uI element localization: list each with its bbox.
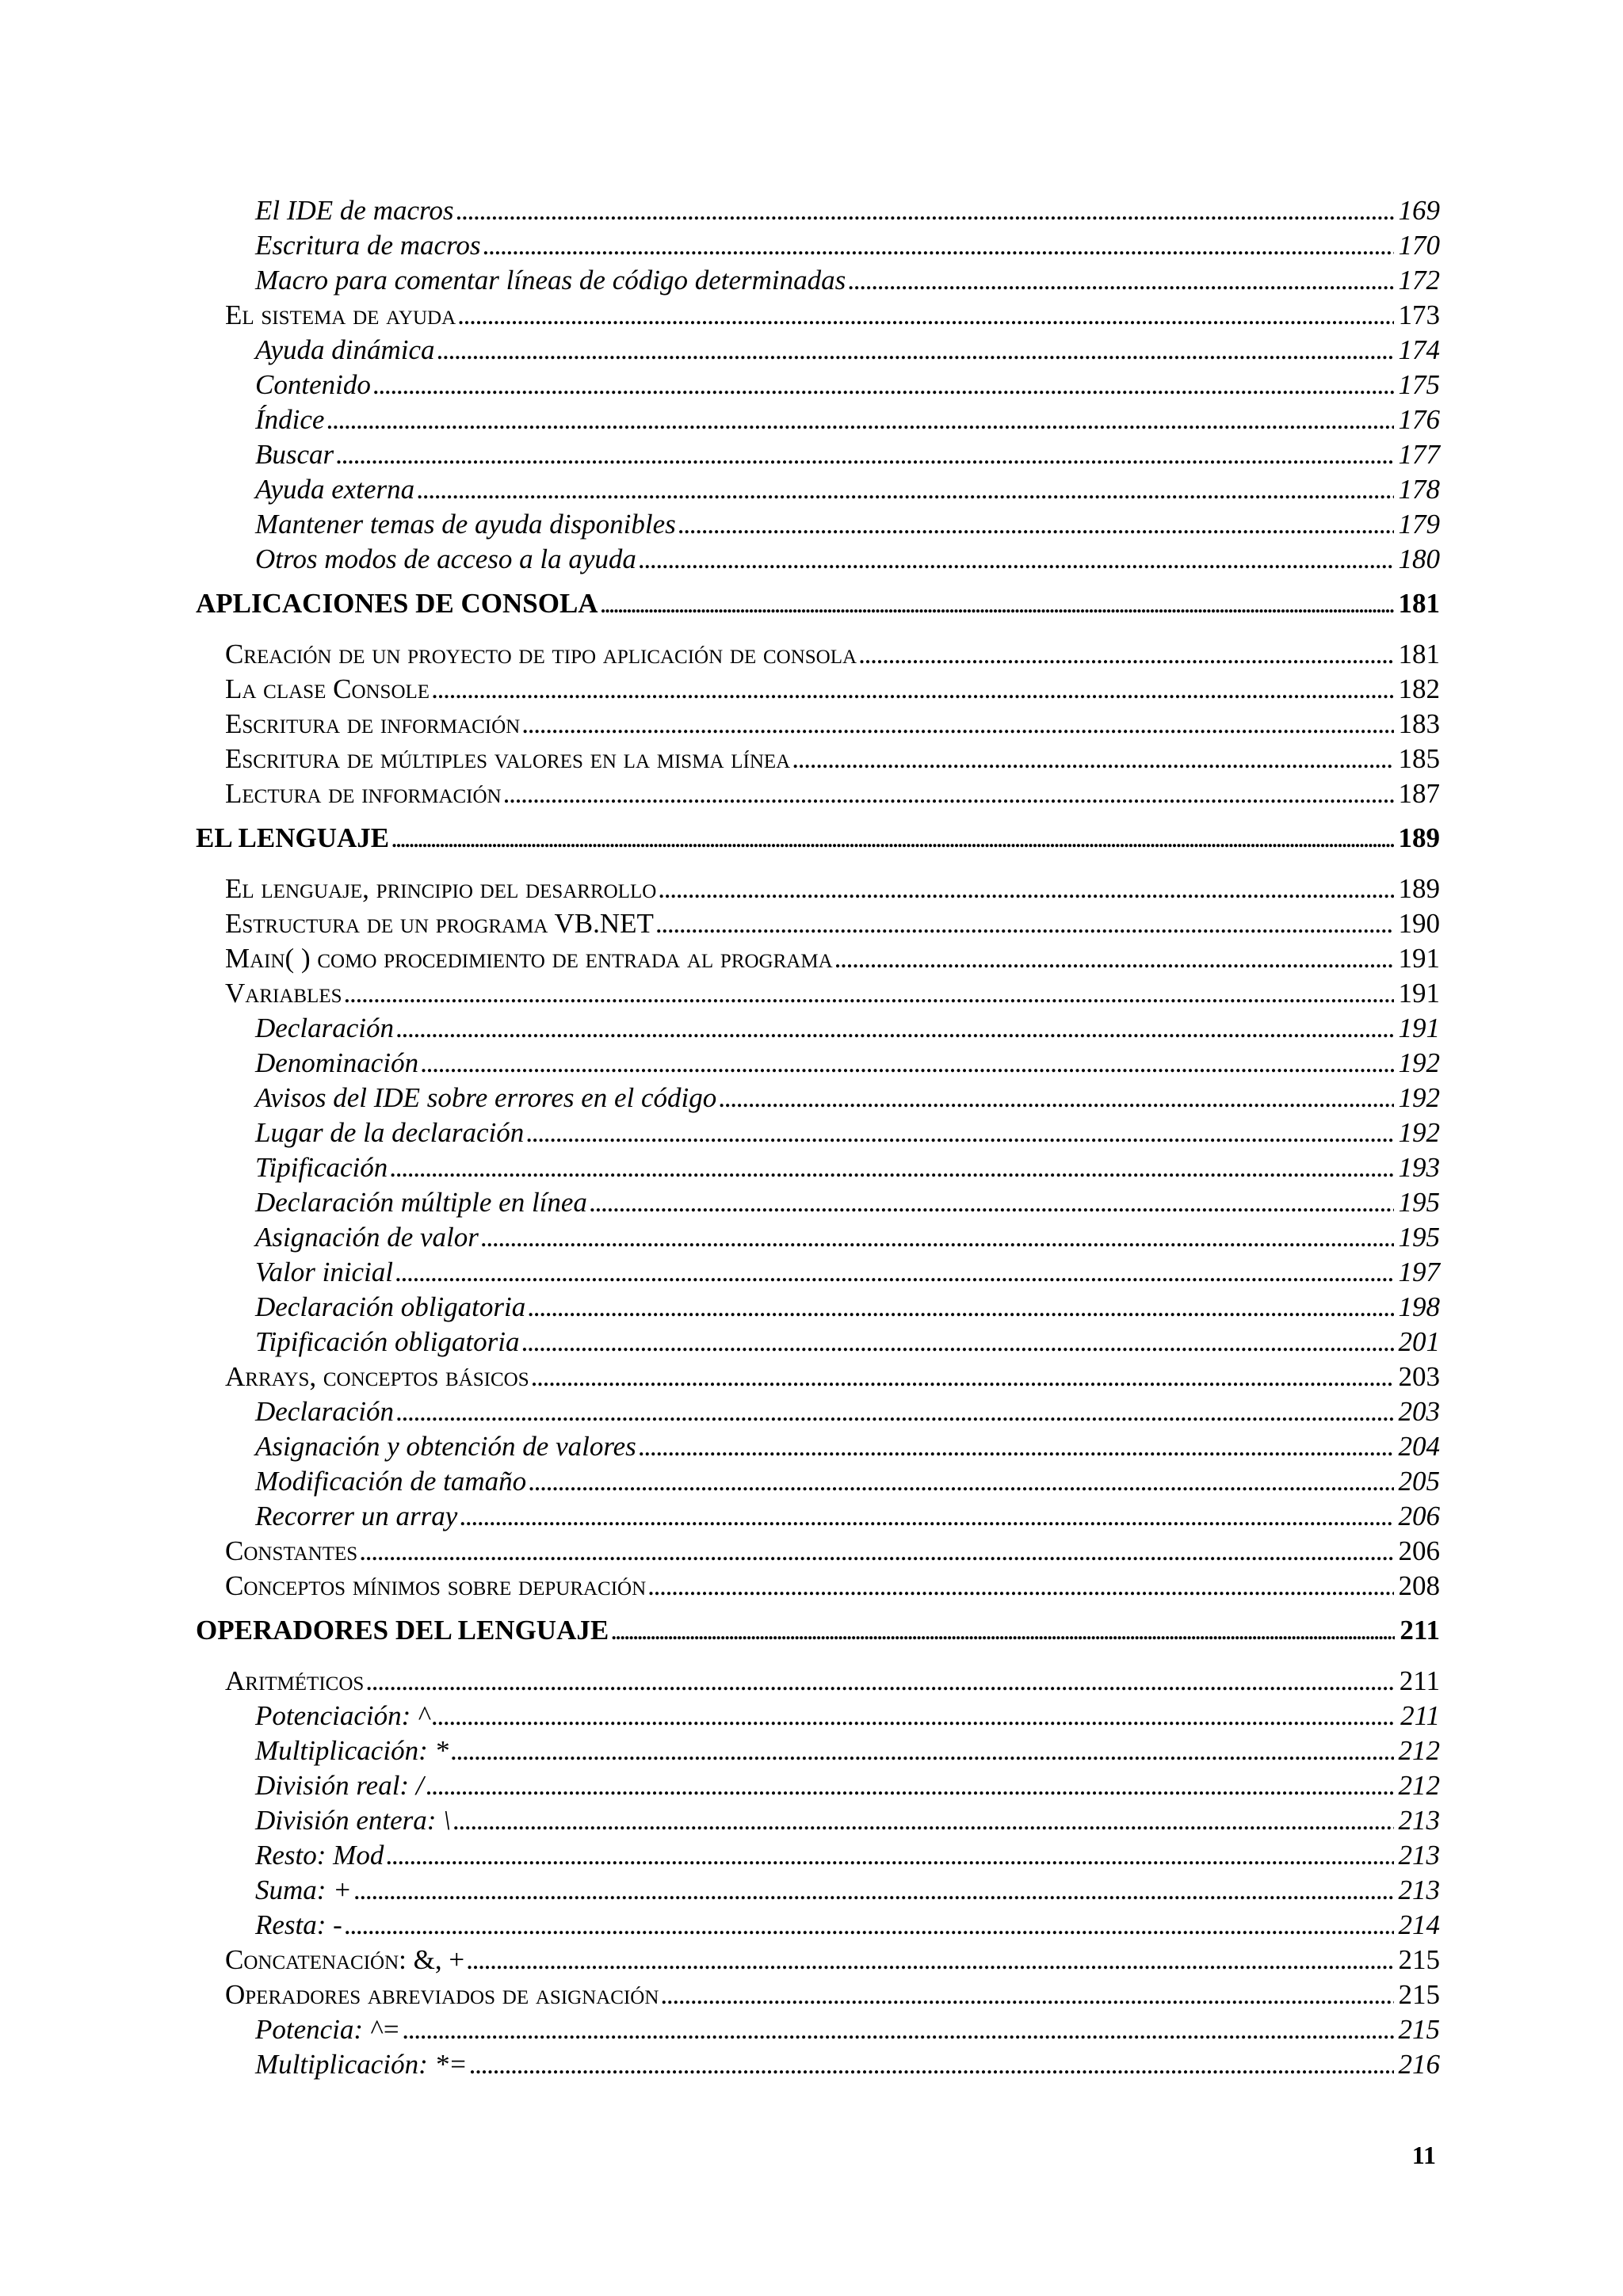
dot-leader [655,906,1394,941]
toc-entry-title: Ayuda dinámica [255,334,435,365]
toc-entry-page: 181 [1398,639,1440,669]
toc-entry-page: 211 [1399,1665,1440,1696]
table-of-contents [196,193,1440,2082]
dot-leader [678,507,1394,542]
toc-entry-title: Declaración múltiple en línea [255,1187,587,1218]
toc-entry-page: 169 [1398,195,1440,226]
toc-entry-page: 173 [1398,299,1440,330]
dot-leader [372,368,1394,402]
toc-section-entry [196,776,1440,811]
toc-entry-title: Main( ) como procedimiento de entrada al programa [225,943,833,974]
dot-leader [525,1116,1393,1150]
dot-leader [391,821,1393,856]
toc-subsection-entry [196,193,1440,228]
toc-subsection-entry [196,1429,1440,1464]
dot-leader [610,1613,1395,1648]
toc-entry-title: Buscar [255,439,334,470]
dot-leader [344,976,1394,1011]
toc-entry-page: 215 [1398,1979,1440,2010]
toc-chapter-entry [196,1613,1440,1650]
toc-entry-page: 175 [1398,369,1440,400]
toc-entry-page: 185 [1398,743,1440,774]
toc-section-entry [196,742,1440,776]
toc-entry-title: Recorrer un array [255,1501,458,1531]
toc-entry-title: Estructura de un programa VB.NET [225,908,654,939]
toc-subsection-entry [196,1499,1440,1534]
dot-leader [453,1803,1394,1838]
dot-leader [359,1534,1393,1569]
toc-entry-title: Lectura de información [225,778,502,809]
toc-section-entry [196,1943,1440,1978]
toc-entry-title: División entera: \ [255,1805,451,1836]
dot-leader [589,1185,1394,1220]
dot-leader [431,672,1393,707]
toc-entry-title: Asignación de valor [255,1222,479,1253]
dot-leader [847,263,1393,298]
toc-entry-title: Multiplicación: *= [255,2049,468,2080]
toc-entry-page: 190 [1398,908,1440,939]
toc-entry-title: Potencia: ^= [255,2014,401,2045]
toc-subsection-entry [196,1150,1440,1185]
dot-leader [450,1733,1394,1768]
toc-entry-page: 211 [1400,1615,1440,1646]
toc-entry-title: El IDE de macros [255,195,454,226]
toc-subsection-entry [196,1255,1440,1290]
toc-section-entry [196,976,1440,1011]
toc-entry-title: El lenguaje, principio del desarrollo [225,873,657,904]
toc-entry-page: 178 [1398,474,1440,505]
dot-leader [385,1838,1393,1873]
dot-leader [527,1290,1393,1325]
dot-leader [858,637,1393,672]
toc-chapter-entry [196,821,1440,857]
dot-leader [528,1464,1393,1499]
toc-entry-page: 174 [1398,334,1440,365]
toc-entry-title: Conceptos mínimos sobre depuración [225,1570,647,1601]
toc-entry-page: 181 [1398,588,1440,619]
toc-entry-page: 211 [1400,1700,1440,1731]
toc-section-entry [196,1360,1440,1394]
dot-leader [792,742,1393,776]
toc-entry-page: 187 [1398,778,1440,809]
toc-subsection-entry [196,2012,1440,2047]
toc-entry-title: El sistema de ayuda [225,299,456,330]
dot-leader [483,228,1394,263]
toc-entry-title: APLICACIONES DE CONSOLA [196,588,598,619]
toc-section-entry [196,707,1440,742]
dot-leader [638,542,1394,577]
toc-entry-page: 204 [1398,1431,1440,1462]
toc-entry-title: La clase Console [225,673,430,704]
toc-subsection-entry [196,333,1440,368]
dot-leader [353,1873,1394,1908]
toc-chapter-entry [196,586,1440,623]
dot-leader [395,1394,1394,1429]
dot-leader [658,871,1393,906]
toc-entry-page: 193 [1398,1152,1440,1183]
dot-leader [521,1325,1394,1360]
toc-entry-page: 206 [1398,1535,1440,1566]
toc-entry-title: Tipificación obligatoria [255,1326,520,1357]
toc-subsection-entry [196,437,1440,472]
toc-section-entry [196,1664,1440,1699]
toc-subsection-entry [196,1768,1440,1803]
toc-entry-page: 189 [1398,822,1440,853]
toc-entry-page: 213 [1398,1840,1440,1871]
toc-entry-title: Modificación de tamaño [255,1466,527,1497]
dot-leader [437,333,1394,368]
dot-leader [365,1664,1395,1699]
toc-entry-title: Índice [255,404,325,435]
toc-subsection-entry [196,2047,1440,2082]
toc-subsection-entry [196,1803,1440,1838]
toc-entry-title: Escritura de múltiples valores en la misma línea [225,743,791,774]
toc-entry-page: 191 [1398,1013,1440,1043]
dot-leader [459,1499,1393,1534]
toc-section-entry [196,298,1440,333]
toc-entry-title: Operadores abreviados de asignación [225,1979,659,2010]
toc-entry-page: 213 [1398,1875,1440,1905]
dot-leader [480,1220,1394,1255]
toc-entry-page: 215 [1398,2014,1440,2045]
dot-leader [521,707,1393,742]
toc-section-entry [196,1978,1440,2012]
toc-subsection-entry [196,1394,1440,1429]
dot-leader [531,1360,1394,1394]
toc-subsection-entry [196,263,1440,298]
toc-section-entry [196,906,1440,941]
dot-leader [718,1081,1393,1116]
dot-leader [344,1908,1394,1943]
toc-entry-title: Declaración [255,1013,394,1043]
dot-leader [466,1943,1393,1978]
toc-entry-page: 172 [1398,265,1440,296]
dot-leader [389,1150,1393,1185]
dot-leader [335,437,1393,472]
toc-entry-page: 203 [1398,1396,1440,1427]
toc-entry-title: Resta: - [255,1909,342,1940]
toc-entry-title: Escritura de macros [255,230,481,261]
toc-entry-title: Concatenación: &, + [225,1944,465,1975]
toc-section-entry [196,637,1440,672]
toc-subsection-entry [196,1081,1440,1116]
dot-leader [647,1569,1393,1604]
toc-entry-page: 213 [1398,1805,1440,1836]
toc-entry-page: 179 [1398,509,1440,540]
dot-leader [660,1978,1393,2012]
toc-entry-page: 212 [1398,1735,1440,1766]
toc-entry-page: 176 [1398,404,1440,435]
dot-leader [455,193,1393,228]
dot-leader [600,586,1394,621]
toc-entry-page: 197 [1398,1257,1440,1287]
toc-entry-title: Arrays, conceptos básicos [225,1361,529,1392]
toc-subsection-entry [196,1838,1440,1873]
toc-subsection-entry [196,1699,1440,1733]
toc-subsection-entry [196,402,1440,437]
dot-leader [457,298,1393,333]
toc-entry-page: 192 [1398,1082,1440,1113]
dot-leader [416,472,1393,507]
toc-subsection-entry [196,368,1440,402]
toc-entry-title: Contenido [255,369,371,400]
dot-leader [395,1011,1394,1046]
toc-subsection-entry [196,1011,1440,1046]
toc-entry-page: 180 [1398,543,1440,574]
toc-entry-title: Creación de un proyecto de tipo aplicación de consola [225,639,857,669]
toc-entry-page: 177 [1398,439,1440,470]
toc-entry-page: 170 [1398,230,1440,261]
toc-entry-page: 192 [1398,1047,1440,1078]
toc-subsection-entry [196,1046,1440,1081]
dot-leader [503,776,1394,811]
toc-entry-page: 206 [1398,1501,1440,1531]
toc-entry-title: Constantes [225,1535,358,1566]
toc-entry-page: 191 [1398,978,1440,1009]
toc-section-entry [196,1569,1440,1604]
toc-entry-title: Aritméticos [225,1665,365,1696]
toc-entry-title: Escritura de información [225,708,521,739]
page-number: 11 [1411,2141,1436,2169]
toc-subsection-entry [196,472,1440,507]
toc-entry-page: 216 [1398,2049,1440,2080]
toc-entry-title: Otros modos de acceso a la ayuda [255,543,636,574]
toc-entry-title: Lugar de la declaración [255,1117,525,1148]
dot-leader [426,1768,1394,1803]
toc-entry-title: Variables [225,978,342,1009]
dot-leader [638,1429,1394,1464]
toc-entry-page: 215 [1398,1944,1440,1975]
dot-leader [326,402,1393,437]
toc-entry-title: Potenciación: ^ [255,1700,430,1731]
toc-entry-title: División real: / [255,1770,424,1801]
toc-entry-title: Asignación y obtención de valores [255,1431,636,1462]
toc-subsection-entry [196,542,1440,577]
toc-entry-title: Mantener temas de ayuda disponibles [255,509,676,540]
toc-entry-page: 203 [1398,1361,1440,1392]
toc-entry-page: 205 [1398,1466,1440,1497]
toc-entry-page: 212 [1398,1770,1440,1801]
toc-entry-title: Ayuda externa [255,474,415,505]
toc-subsection-entry [196,228,1440,263]
toc-subsection-entry [196,1116,1440,1150]
dot-leader [420,1046,1393,1081]
toc-entry-page: 191 [1398,943,1440,974]
toc-section-entry [196,1534,1440,1569]
toc-entry-title: Avisos del IDE sobre errores en el código [255,1082,717,1113]
toc-subsection-entry [196,1464,1440,1499]
toc-entry-title: EL LENGUAJE [196,822,390,853]
toc-entry-page: 189 [1398,873,1440,904]
toc-entry-page: 182 [1398,673,1440,704]
toc-subsection-entry [196,1733,1440,1768]
toc-subsection-entry [196,1325,1440,1360]
toc-entry-page: 192 [1398,1117,1440,1148]
toc-subsection-entry [196,1185,1440,1220]
toc-entry-page: 208 [1398,1570,1440,1601]
toc-entry-page: 214 [1398,1909,1440,1940]
toc-subsection-entry [196,1220,1440,1255]
toc-subsection-entry [196,507,1440,542]
toc-subsection-entry [196,1873,1440,1908]
toc-entry-title: Suma: + [255,1875,352,1905]
toc-entry-title: Resto: Mod [255,1840,384,1871]
toc-entry-page: 195 [1398,1222,1440,1253]
dot-leader [469,2047,1394,2082]
dot-leader [431,1699,1396,1733]
toc-entry-page: 195 [1398,1187,1440,1218]
toc-entry-page: 198 [1398,1291,1440,1322]
toc-entry-title: OPERADORES DEL LENGUAJE [196,1615,609,1646]
toc-subsection-entry [196,1908,1440,1943]
toc-entry-title: Macro para comentar líneas de código determinadas [255,265,846,296]
toc-entry-title: Valor inicial [255,1257,394,1287]
toc-entry-title: Multiplicación: * [255,1735,449,1766]
toc-entry-title: Declaración [255,1396,394,1427]
toc-entry-title: Declaración obligatoria [255,1291,526,1322]
toc-section-entry [196,871,1440,906]
toc-section-entry [196,672,1440,707]
toc-subsection-entry [196,1290,1440,1325]
toc-section-entry [196,941,1440,976]
dot-leader [395,1255,1393,1290]
toc-entry-page: 201 [1398,1326,1440,1357]
toc-entry-title: Tipificación [255,1152,388,1183]
toc-entry-page: 183 [1398,708,1440,739]
dot-leader [834,941,1394,976]
dot-leader [402,2012,1393,2047]
toc-entry-title: Denominación [255,1047,419,1078]
